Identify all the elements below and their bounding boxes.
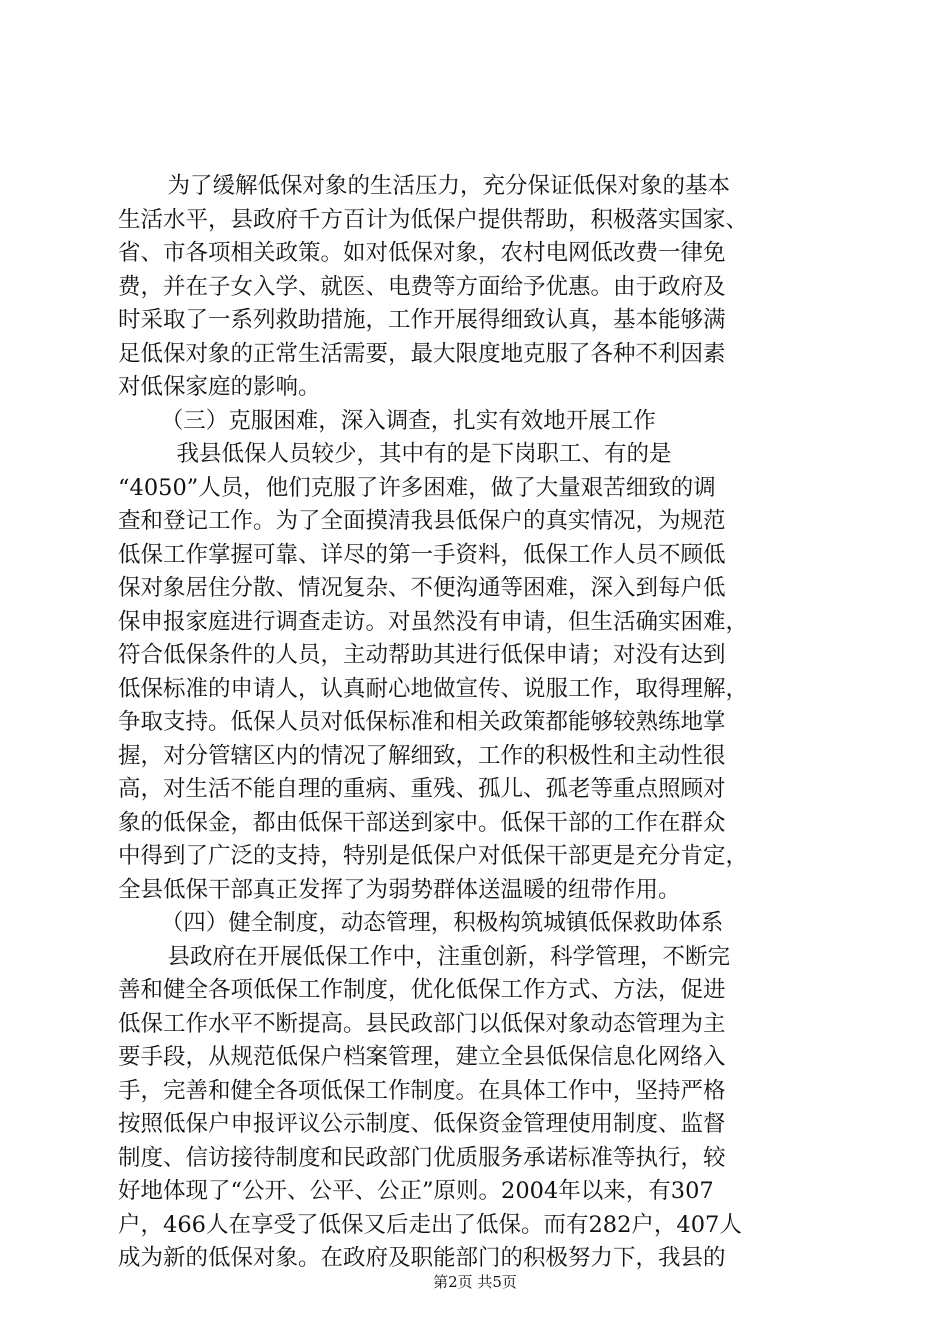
text-line: 低保标准的申请人，认真耐心地做宣传、说服工作，取得理解， xyxy=(118,675,749,702)
text-line: 县政府在开展低保工作中，注重创新，科学管理，不断完 xyxy=(167,943,731,970)
text-line: 善和健全各项低保工作制度，优化低保工作方式、方法，促进 xyxy=(118,977,726,1003)
text-line: 全县低保干部真正发挥了为弱势群体送温暖的纽带作用。 xyxy=(118,876,681,903)
text-line: 省、市各项相关政策。如对低保对象，农村电网低改费一律免 xyxy=(118,240,726,266)
text-line: “4050”人员，他们克服了许多困难，做了大量艰苦细致的调 xyxy=(118,474,716,501)
document-body xyxy=(118,170,838,1276)
text-line: 按照低保户申报评议公示制度、低保资金管理使用制度、监督 xyxy=(118,1111,726,1137)
text-line: 足低保对象的正常生活需要，最大限度地克服了各种不利因素 xyxy=(118,340,726,367)
text-line: 生活水平，县政府千方百计为低保户提供帮助，积极落实国家、 xyxy=(118,206,749,233)
text-line: 保对象居住分散、情况复杂、不便沟通等困难，深入到每户低 xyxy=(118,575,726,601)
text-line: 好地体现了“公开、公平、公正”原则。2004年以来，有307 xyxy=(118,1178,714,1204)
text-line: 为了缓解低保对象的生活压力，充分保证低保对象的基本 xyxy=(167,173,731,199)
text-line: 手，完善和健全各项低保工作制度。在具体工作中，坚持严格 xyxy=(118,1077,726,1104)
text-line: 低保工作掌握可靠、详尽的第一手资料，低保工作人员不顾低 xyxy=(118,541,726,568)
text-line: 成为新的低保对象。在政府及职能部门的积极努力下，我县的 xyxy=(118,1245,726,1271)
text-line: 我县低保人员较少，其中有的是下岗职工、有的是 xyxy=(176,441,672,467)
text-line: 制度、信访接待制度和民政部门优质服务承诺标准等执行，较 xyxy=(118,1144,726,1171)
text-line: 握，对分管辖区内的情况了解细致，工作的积极性和主动性很 xyxy=(118,742,726,769)
text-line: 符合低保条件的人员，主动帮助其进行低保申请；对没有达到 xyxy=(118,642,726,668)
text-line: 低保工作水平不断提高。县民政部门以低保对象动态管理为主 xyxy=(118,1010,726,1037)
text-line: 费，并在子女入学、就医、电费等方面给予优惠。由于政府及 xyxy=(118,273,726,300)
text-line: 户，466人在享受了低保又后走出了低保。而有282户，407人 xyxy=(118,1211,742,1238)
text-line: 查和登记工作。为了全面摸清我县低保户的真实情况，为规范 xyxy=(118,508,726,534)
page-footer: 第2页 共5页 xyxy=(433,1273,517,1291)
text-line: 象的低保金，都由低保干部送到家中。低保干部的工作在群众 xyxy=(118,809,726,836)
text-line: 高，对生活不能自理的重病、重残、孤儿、孤老等重点照顾对 xyxy=(118,776,726,802)
text-line: 争取支持。低保人员对低保标准和相关政策都能够较熟练地掌 xyxy=(118,709,726,735)
text-line: 要手段，从规范低保户档案管理，建立全县低保信息化网络入 xyxy=(118,1044,726,1070)
text-line: （三）克服困难，深入调查，扎实有效地开展工作 xyxy=(160,407,656,434)
text-line: 中得到了广泛的支持，特别是低保户对低保干部更是充分肯定， xyxy=(118,843,749,869)
text-line: 时采取了一系列救助措施，工作开展得细致认真，基本能够满 xyxy=(118,307,726,333)
text-line: （四）健全制度，动态管理，积极构筑城镇低保救助体系 xyxy=(160,910,724,936)
text-line: 保申报家庭进行调查走访。对虽然没有申请，但生活确实困难， xyxy=(118,608,749,635)
text-line: 对低保家庭的影响。 xyxy=(118,374,321,400)
